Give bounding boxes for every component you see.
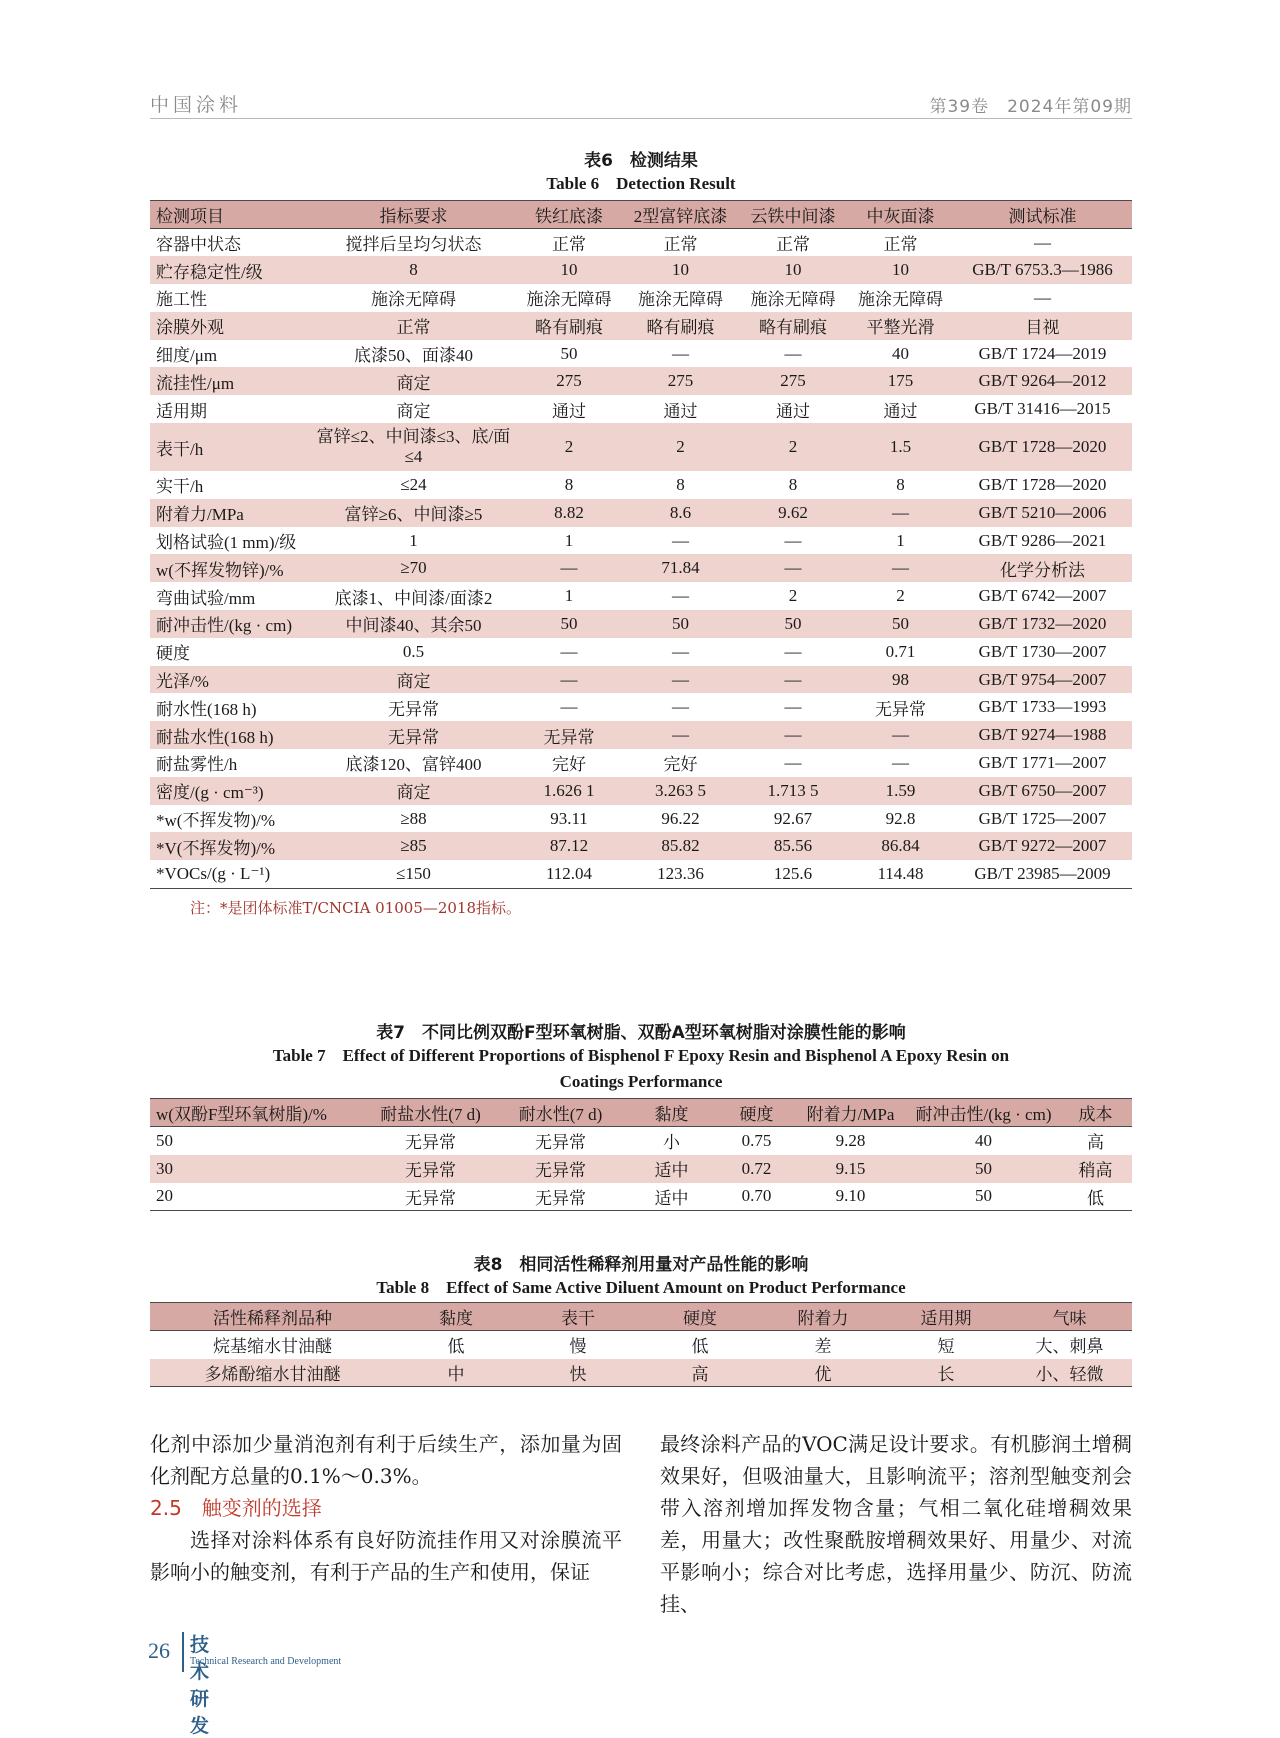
table-cell: 96.22 xyxy=(661,808,700,828)
table-cell: 烷基缩水甘油醚 xyxy=(213,1337,332,1357)
table-cell: ≥70 xyxy=(312,554,515,582)
table-cell: 0.71 xyxy=(885,641,916,661)
column-header: 黏度 xyxy=(623,1099,720,1127)
table-cell: 8.82 xyxy=(515,499,623,527)
table-cell: 40 xyxy=(892,343,909,363)
table7-caption xyxy=(150,1018,1132,1095)
table-cell: 大、刺鼻 xyxy=(1035,1337,1104,1357)
table-cell: 长 xyxy=(885,1359,1007,1387)
table-cell: 小、轻微 xyxy=(1007,1359,1132,1387)
table-cell: 贮存稳定性/级 xyxy=(150,256,312,284)
column-header: 成本 xyxy=(1059,1099,1132,1127)
column-header: 气味 xyxy=(1007,1303,1132,1331)
table-cell: 无异常 xyxy=(498,1183,623,1211)
table-cell: 搅拌后呈均匀状态 xyxy=(345,235,482,255)
table7-caption-zh: 表7 不同比例双酚F型环氧树脂、双酚A型环氧树脂对涂膜性能的影响 xyxy=(376,1023,906,1043)
table-cell: 通过 xyxy=(776,401,810,421)
table-row xyxy=(150,256,1132,284)
table-cell: 优 xyxy=(761,1359,885,1387)
table-cell: 施工性 xyxy=(156,290,207,310)
column-header: 硬度 xyxy=(720,1099,793,1127)
column-header: 耐水性(7 d) xyxy=(498,1099,623,1127)
table-row xyxy=(150,367,1132,395)
table-cell: 施涂无障碍 xyxy=(371,290,456,310)
table-cell: 商定 xyxy=(396,401,431,421)
column-header: w(双酚F型环氧树脂)/% xyxy=(150,1099,363,1127)
table-cell: 正常 xyxy=(552,235,586,255)
table-cell: 无异常 xyxy=(363,1183,498,1211)
table-cell: GB/T 5210—2006 xyxy=(953,499,1132,527)
table-cell: 10 xyxy=(848,256,953,284)
table-cell: 无异常 xyxy=(405,1133,456,1153)
table-row xyxy=(150,860,1132,888)
table-cell: 适中 xyxy=(623,1183,720,1211)
table-row xyxy=(150,499,1132,527)
footer-divider xyxy=(182,1632,184,1672)
table-cell: — xyxy=(623,666,738,694)
table-row xyxy=(150,749,1132,777)
table-cell: GB/T 1725—2007 xyxy=(978,808,1107,828)
table-cell: 通过 xyxy=(552,401,586,421)
table-cell: 略有刷痕 xyxy=(623,312,738,340)
table-row xyxy=(150,471,1132,499)
table-cell: GB/T 6753.3—1986 xyxy=(953,256,1132,284)
table-cell: 高 xyxy=(639,1359,761,1387)
table-cell: 适中 xyxy=(623,1155,720,1183)
table-cell: GB/T 9754—2007 xyxy=(953,666,1132,694)
table-cell: GB/T 9264—2012 xyxy=(953,367,1132,395)
table-cell: 1 xyxy=(564,586,574,606)
table-cell: 8 xyxy=(788,474,798,494)
table-cell: 细度/μm xyxy=(156,346,218,366)
table-cell: 无异常 xyxy=(498,1155,623,1183)
table-row xyxy=(150,777,1132,805)
body-right-column xyxy=(660,1428,1132,1620)
table-cell: GB/T 1771—2007 xyxy=(978,752,1107,772)
table-cell: 8 xyxy=(676,474,685,494)
table-cell: 8.6 xyxy=(623,499,738,527)
table-cell: 8 xyxy=(564,474,574,494)
table-cell: — xyxy=(892,752,909,772)
table-cell: 50 xyxy=(156,1130,173,1150)
table-cell: 通过 xyxy=(663,401,698,421)
table-row xyxy=(150,1359,1132,1387)
column-header: 附着力/MPa xyxy=(793,1099,908,1127)
column-header: 中灰面漆 xyxy=(848,201,953,229)
table6-header-row xyxy=(150,201,1132,229)
table-cell: 87.12 xyxy=(515,832,623,860)
table-cell: 底漆1、中间漆/面漆2 xyxy=(334,588,493,608)
table-cell: 容器中状态 xyxy=(156,235,241,255)
table7-caption-en-1: Table 7 Effect of Different Proportions of Bisphenol F Epoxy Resin and Bisphenol A Epoxy Resin on xyxy=(272,1046,1010,1065)
table-cell: ≤24 xyxy=(400,474,427,494)
table-cell: — xyxy=(784,697,802,717)
table7-header-row xyxy=(150,1099,1132,1127)
table-cell: 光泽/% xyxy=(150,666,312,694)
table-cell: 40 xyxy=(975,1130,992,1150)
table-cell: 114.48 xyxy=(848,860,953,888)
table-cell: 9.28 xyxy=(835,1130,866,1150)
table-cell: 密度/(g · cm⁻³) xyxy=(150,777,312,805)
table-row xyxy=(150,527,1132,555)
section-heading: 2.5 触变剂的选择 xyxy=(150,1496,322,1520)
table-cell: 112.04 xyxy=(515,860,623,888)
table-cell: — xyxy=(784,530,802,550)
table-cell: — xyxy=(784,641,802,661)
table-cell: GB/T 1730—2007 xyxy=(978,641,1107,661)
table-cell: 中间漆40、其余50 xyxy=(312,610,515,638)
table-cell: — xyxy=(1034,232,1051,252)
table-cell: 低 xyxy=(691,1337,709,1357)
table-cell: GB/T 1728—2020 xyxy=(978,474,1107,494)
table-cell: 2 xyxy=(515,423,623,471)
issue-info: 第39卷 2024年第09期 xyxy=(929,97,1132,117)
table-cell: 92.67 xyxy=(773,808,813,828)
table-cell: 125.6 xyxy=(738,860,848,888)
table7 xyxy=(150,1098,1132,1211)
column-header: 指标要求 xyxy=(312,201,515,229)
journal-name: 中国涂料 xyxy=(150,94,243,116)
table-cell: 50 xyxy=(623,610,738,638)
column-header: 活性稀释剂品种 xyxy=(150,1303,395,1331)
table-cell: GB/T 9286—2021 xyxy=(978,530,1107,550)
table-cell: 略有刷痕 xyxy=(515,312,623,340)
table-cell: 适用期 xyxy=(156,401,207,421)
table-cell: 附着力/MPa xyxy=(150,499,312,527)
table-cell: 50 xyxy=(908,1155,1059,1183)
table-cell: 耐盐水性(168 h) xyxy=(150,721,312,749)
table6-caption xyxy=(150,146,1132,197)
table-cell: 无异常 xyxy=(535,1133,586,1153)
table-cell: 目视 xyxy=(953,312,1132,340)
table-cell: 20 xyxy=(150,1183,363,1211)
table7-caption-en-2: Coatings Performance xyxy=(559,1072,723,1091)
table-row xyxy=(150,1155,1132,1183)
table-cell: — xyxy=(848,554,953,582)
column-header: 硬度 xyxy=(639,1303,761,1331)
column-header: 检测项目 xyxy=(150,201,312,229)
table-cell: 10 xyxy=(623,256,738,284)
table-cell: 完好 xyxy=(663,755,698,775)
footer-section-zh: 技术研发 xyxy=(190,1634,210,1737)
table-row xyxy=(150,1183,1132,1211)
table-cell: 50 xyxy=(515,610,623,638)
table-cell: GB/T 9274—1988 xyxy=(953,721,1132,749)
table-cell: 中 xyxy=(395,1359,517,1387)
table-cell: 商定 xyxy=(312,367,515,395)
table-cell: 正常 xyxy=(312,312,515,340)
table-cell: — xyxy=(672,641,689,661)
table-cell: 85.82 xyxy=(623,832,738,860)
table-cell: 表干/h xyxy=(150,423,312,471)
table-cell: 93.11 xyxy=(550,808,588,828)
table-row xyxy=(150,666,1132,694)
table-cell: — xyxy=(738,666,848,694)
table-row xyxy=(150,312,1132,340)
column-header: 云铁中间漆 xyxy=(738,201,848,229)
table-row xyxy=(150,610,1132,638)
table-cell: 快 xyxy=(517,1359,639,1387)
column-header: 表干 xyxy=(517,1303,639,1331)
table8-header-row xyxy=(150,1303,1132,1331)
table-row xyxy=(150,638,1132,666)
column-header: 耐盐水性(7 d) xyxy=(363,1099,498,1127)
table-cell: 慢 xyxy=(569,1337,587,1357)
column-header: 测试标准 xyxy=(953,201,1132,229)
table-cell: 底漆50、面漆40 xyxy=(354,346,473,366)
table-cell: 0.72 xyxy=(720,1155,793,1183)
table-cell: 完好 xyxy=(552,755,586,775)
table-cell: 0.75 xyxy=(741,1130,772,1150)
table-cell: GB/T 23985—2009 xyxy=(953,860,1132,888)
table-cell: 9.62 xyxy=(738,499,848,527)
table-cell: — xyxy=(560,697,578,717)
body-left-column xyxy=(150,1428,622,1588)
table-cell: 正常 xyxy=(776,235,810,255)
table-cell: 底漆120、富锌400 xyxy=(345,755,482,775)
table-cell: GB/T 1728—2020 xyxy=(953,423,1132,471)
table-cell: GB/T 6750—2007 xyxy=(953,777,1132,805)
table-cell: 商定 xyxy=(312,777,515,805)
table-cell: *w(不挥发物)/% xyxy=(156,811,275,831)
table-cell: 耐冲击性/(kg · cm) xyxy=(150,610,312,638)
table-cell: 50 xyxy=(908,1183,1059,1211)
table-row xyxy=(150,805,1132,833)
table-cell: GB/T 1724—2019 xyxy=(978,343,1107,363)
table-cell: 正常 xyxy=(883,235,918,255)
table-cell: GB/T 1732—2020 xyxy=(953,610,1132,638)
table-cell: 差 xyxy=(814,1337,832,1357)
table-cell: 富锌≥6、中间漆≥5 xyxy=(312,499,515,527)
table-cell: 小 xyxy=(663,1133,680,1153)
table-cell: — xyxy=(672,530,689,550)
table-cell: 划格试验(1 mm)/级 xyxy=(156,533,297,553)
left-paragraph-2: 选择对涂料体系有良好防流挂作用又对涂膜流平影响小的触变剂，有利于产品的生产和使用，保证 xyxy=(150,1528,622,1584)
table-cell: 30 xyxy=(150,1155,363,1183)
table6-caption-en: Table 6 Detection Result xyxy=(546,174,736,193)
table-cell: 71.84 xyxy=(623,554,738,582)
table-cell: 耐水性(168 h) xyxy=(156,699,257,719)
table-row xyxy=(150,693,1132,721)
table-cell: 1 xyxy=(409,530,418,550)
table-cell: 1.626 1 xyxy=(515,777,623,805)
running-header xyxy=(150,88,1132,119)
table-cell: 无异常 xyxy=(312,721,515,749)
table-cell: 多烯酚缩水甘油醚 xyxy=(150,1359,395,1387)
table-cell: 86.84 xyxy=(848,832,953,860)
table-cell: 10 xyxy=(738,256,848,284)
table-cell: 低 xyxy=(1059,1183,1132,1211)
table-cell: 施涂无障碍 xyxy=(526,290,612,310)
table-cell: 硬度 xyxy=(156,644,190,664)
table-cell: 275 xyxy=(623,367,738,395)
table-cell: 无异常 xyxy=(388,699,439,719)
table-cell: 略有刷痕 xyxy=(738,312,848,340)
table-cell: 施涂无障碍 xyxy=(750,290,836,310)
table8-caption xyxy=(150,1250,1132,1301)
column-header: 2型富锌底漆 xyxy=(623,201,738,229)
table-cell: — xyxy=(672,586,689,606)
table-cell: 正常 xyxy=(663,235,698,255)
table8-caption-en: Table 8 Effect of Same Active Diluent Amount on Product Performance xyxy=(376,1278,906,1297)
page-number: 26 xyxy=(148,1638,170,1663)
table6-caption-zh: 表6 检测结果 xyxy=(584,151,698,171)
table-cell: 涂膜外观 xyxy=(150,312,312,340)
table6-note: 注：*是团体标准T/CNCIA 01005—2018指标。 xyxy=(190,899,522,917)
table-cell: 2 xyxy=(738,423,848,471)
right-paragraph: 最终涂料产品的VOC满足设计要求。有机膨润土增稠效果好，但吸油量大，且影响流平；溶剂型触变剂会带入溶剂增加挥发物含量；气相二氧化硅增稠效果差，用量大；改性聚酰胺增稠效果好、用量少、对流平影响小；综合对比考虑，选择用量少、防沉、防流挂、 xyxy=(660,1432,1132,1616)
table-cell: — xyxy=(672,343,689,363)
table-cell: 高 xyxy=(1087,1133,1104,1153)
table-cell: 无异常 xyxy=(875,699,926,719)
table-cell: 3.263 5 xyxy=(623,777,738,805)
table-cell: 50 xyxy=(738,610,848,638)
table6 xyxy=(150,200,1132,889)
table-cell: — xyxy=(672,697,689,717)
column-header: 铁红底漆 xyxy=(515,201,623,229)
table-row xyxy=(150,1127,1132,1155)
table-cell: 9.15 xyxy=(793,1155,908,1183)
table-cell: — xyxy=(848,499,953,527)
footer-section-en: Technical Research and Development xyxy=(190,1656,342,1667)
table-cell: ≥85 xyxy=(312,832,515,860)
table-cell: 1.59 xyxy=(848,777,953,805)
table-cell: *VOCs/(g · L⁻¹) xyxy=(150,860,312,888)
table-cell: 施涂无障碍 xyxy=(858,290,943,310)
table-cell: 无异常 xyxy=(363,1155,498,1183)
table-cell: GB/T 1733—1993 xyxy=(978,697,1107,717)
table-cell: — xyxy=(515,554,623,582)
table-cell: 98 xyxy=(848,666,953,694)
table-cell: 275 xyxy=(515,367,623,395)
table-cell: 施涂无障碍 xyxy=(638,290,723,310)
table-cell: 8 xyxy=(896,474,905,494)
table-cell: 无异常 xyxy=(515,721,623,749)
table-cell: 0.70 xyxy=(720,1183,793,1211)
table-cell: GB/T 31416—2015 xyxy=(974,399,1111,419)
table-cell: 8 xyxy=(312,256,515,284)
table-cell: 1.713 5 xyxy=(738,777,848,805)
table-row xyxy=(150,554,1132,582)
table-cell: 175 xyxy=(848,367,953,395)
table-cell: 富锌≤2、中间漆≤3、底/面≤4 xyxy=(312,423,515,471)
table-cell: — xyxy=(784,752,802,772)
table-cell: — xyxy=(515,666,623,694)
table-cell: 2 xyxy=(788,586,798,606)
table-cell: 流挂性/μm xyxy=(150,367,312,395)
table-row xyxy=(150,229,1132,257)
table-cell: 耐盐雾性/h xyxy=(156,755,238,775)
table-row xyxy=(150,395,1132,423)
table-cell: 1 xyxy=(564,530,574,550)
column-header: 黏度 xyxy=(395,1303,517,1331)
table-cell: 10 xyxy=(515,256,623,284)
table-cell: 商定 xyxy=(312,666,515,694)
table-cell: 低 xyxy=(447,1337,465,1357)
table-cell: 2 xyxy=(896,586,905,606)
table-cell: — xyxy=(738,554,848,582)
table-cell: w(不挥发物锌)/% xyxy=(150,554,312,582)
table-row xyxy=(150,832,1132,860)
table-cell: 1 xyxy=(896,530,905,550)
column-header: 附着力 xyxy=(761,1303,885,1331)
table-cell: ≤150 xyxy=(312,860,515,888)
table-cell: 1.5 xyxy=(848,423,953,471)
table-cell: 50 xyxy=(560,343,578,363)
table-cell: GB/T 6742—2007 xyxy=(978,586,1107,606)
table-cell: 50 xyxy=(848,610,953,638)
table-row xyxy=(150,423,1132,471)
table-cell: 123.36 xyxy=(623,860,738,888)
table-cell: 275 xyxy=(738,367,848,395)
table-row xyxy=(150,1331,1132,1359)
table-cell: ≥88 xyxy=(400,808,427,828)
table-cell: 通过 xyxy=(883,401,918,421)
table-row xyxy=(150,721,1132,749)
table-cell: 2 xyxy=(623,423,738,471)
table-row xyxy=(150,284,1132,312)
table-cell: — xyxy=(784,343,802,363)
table-cell: 平整光滑 xyxy=(848,312,953,340)
table-cell: GB/T 9272—2007 xyxy=(953,832,1132,860)
table-cell: 短 xyxy=(937,1337,955,1357)
table-cell: — xyxy=(848,721,953,749)
table-cell: 92.8 xyxy=(885,808,916,828)
left-paragraph-1: 化剂中添加少量消泡剂有利于后续生产，添加量为固化剂配方总量的0.1%～0.3%。 xyxy=(150,1432,622,1488)
table8 xyxy=(150,1302,1132,1387)
table-cell: — xyxy=(1034,287,1051,307)
column-header: 耐冲击性/(kg · cm) xyxy=(908,1099,1059,1127)
table-cell: *V(不挥发物)/% xyxy=(150,832,312,860)
table-cell: — xyxy=(738,721,848,749)
table-cell: 实干/h xyxy=(156,477,204,497)
table-cell: — xyxy=(560,641,578,661)
table-cell: 0.5 xyxy=(402,641,425,661)
table-cell: 化学分析法 xyxy=(953,554,1132,582)
table-cell: 9.10 xyxy=(793,1183,908,1211)
table-cell: 85.56 xyxy=(738,832,848,860)
table-cell: — xyxy=(623,721,738,749)
column-header: 适用期 xyxy=(885,1303,1007,1331)
table8-caption-zh: 表8 相同活性稀释剂用量对产品性能的影响 xyxy=(473,1255,809,1275)
table-cell: 弯曲试验/mm xyxy=(156,588,256,608)
table-row xyxy=(150,340,1132,368)
table-cell: 稍高 xyxy=(1059,1155,1132,1183)
table-row xyxy=(150,582,1132,610)
